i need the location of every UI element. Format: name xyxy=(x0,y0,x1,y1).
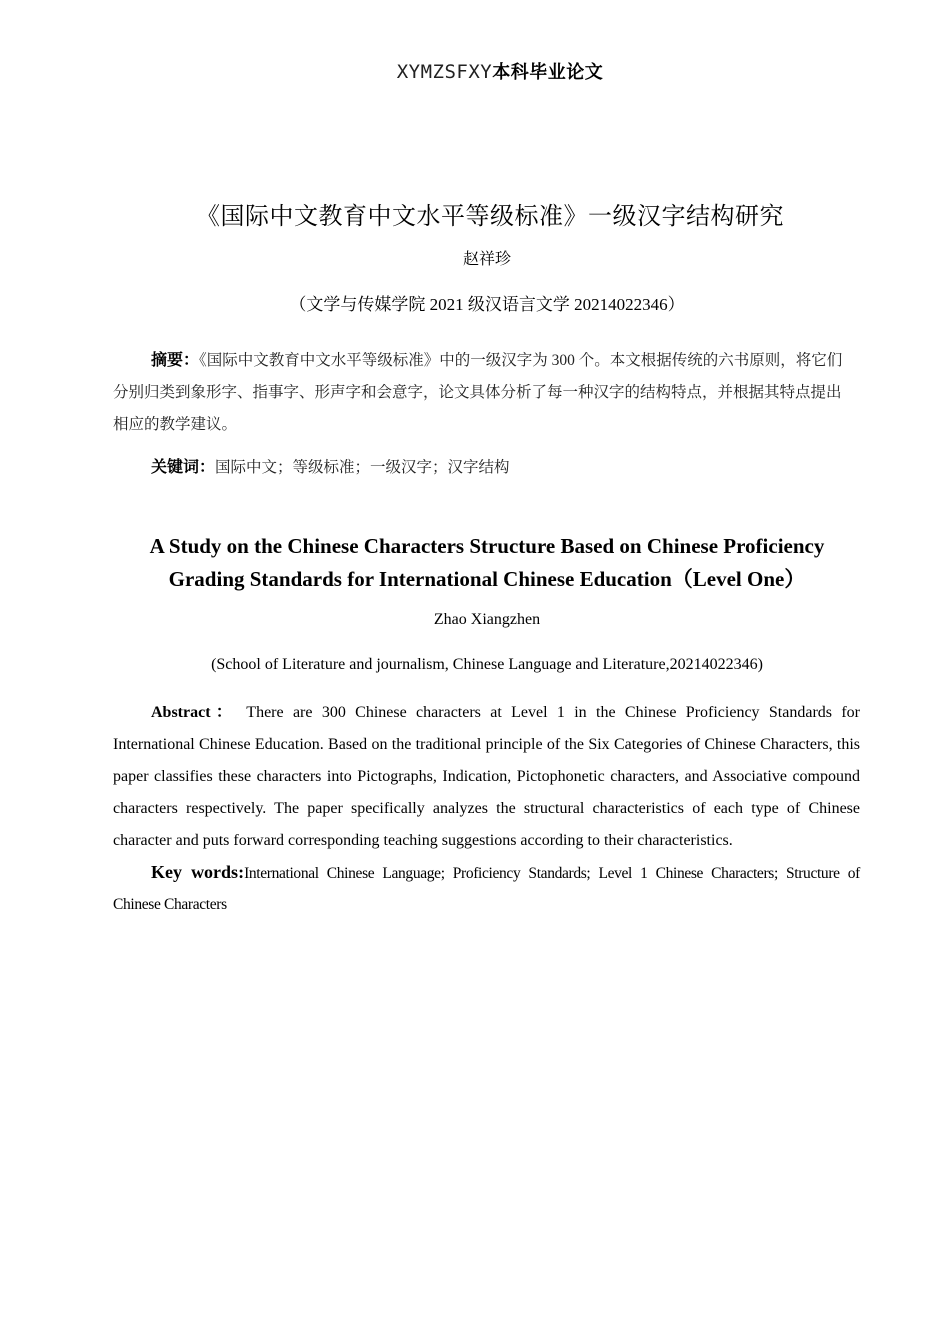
chinese-abstract-label: 摘要： xyxy=(151,350,200,369)
page-header xyxy=(0,58,950,84)
chinese-keywords-label: 关键词： xyxy=(151,457,216,476)
english-abstract-text: There are 300 Chinese characters at Level 1 in the Chinese Proficiency Standards for International Chinese Education. Based on the traditional principle of the Six Categories of Chinese Characters, this paper classifies these characters into Pictographs, Indication, Pictophonetic characters, and Associative compound characters respectively. The paper specifically analyzes the structural characteristics of each type of Chinese character and puts forward corresponding teaching suggestions according to their characteristics. xyxy=(113,704,860,849)
english-title xyxy=(100,530,874,596)
header-school-code: XYMZSFXY xyxy=(396,61,493,83)
english-keywords-label: Key words: xyxy=(151,862,245,882)
chinese-keywords xyxy=(151,452,851,483)
english-affiliation: (School of Literature and journalism, Chinese Language and Literature,20214022346) xyxy=(211,656,763,673)
english-author: Zhao Xiangzhen xyxy=(433,611,541,628)
chinese-abstract xyxy=(113,344,853,441)
english-abstract-label: Abstract： xyxy=(151,704,238,721)
english-abstract xyxy=(113,697,860,857)
header-document-type: 本科毕业论文 xyxy=(492,62,604,83)
chinese-abstract-text: 《国际中文教育中文水平等级标准》中的一级汉字为 300 个。本文根据传统的六书原则，将它们分别归类到象形字、指事字、形声字和会意字，论文具体分析了每一种汉字的结构特点，并根据其特点提出相应的教学建议。 xyxy=(113,352,843,433)
chinese-title: 《国际中文教育中文水平等级标准》一级汉字结构研究 xyxy=(196,202,784,230)
chinese-keywords-text: 国际中文；等级标准；一级汉字；汉字结构 xyxy=(215,459,510,476)
english-title-line-1: A Study on the Chinese Characters Structure Based on Chinese Proficiency xyxy=(149,534,825,558)
english-title-line-2: Grading Standards for International Chinese Education（Level One） xyxy=(168,567,806,591)
chinese-affiliation: （文学与传媒学院 2021 级汉语言文学 20214022346） xyxy=(289,295,685,314)
english-keywords-text: International Chinese Language; Proficiency Standards; Level 1 Chinese Characters; Structure of Chinese Characters xyxy=(113,865,860,913)
english-keywords xyxy=(113,857,860,920)
chinese-author: 赵祥珍 xyxy=(462,251,511,268)
